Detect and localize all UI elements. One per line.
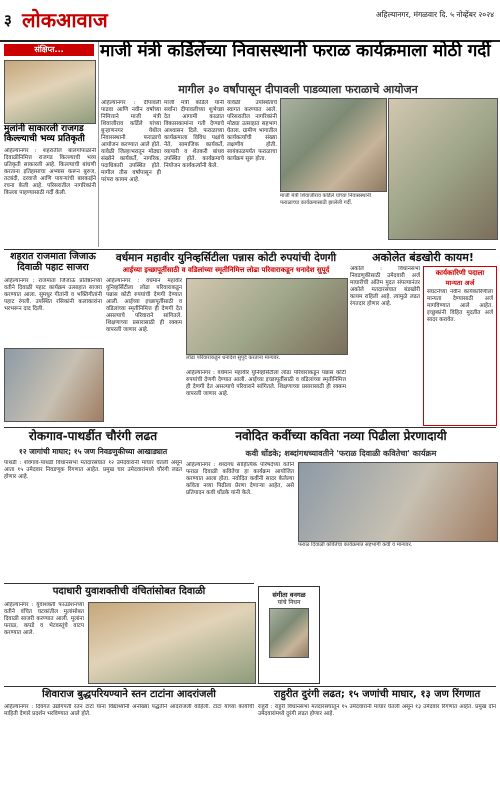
poets-body: अहिल्यानगर : शब्दगंध साहित्यिक परिषदेच्या वतीने फराळ दिवाळी कवितेचा हा कार्यक्रम आयोजित करण्यात आला होता. नवोदित कवींनी सादर केलेल्या कविता नव्या पिढीला प्रेरणा देणाऱ्या आहेत, असे प्रतिपादन कवी धोंडके यांनी केले. xyxy=(186,462,294,496)
lead-body-2: माजी मंत्री कर्डिले यांनी सर्वांना दीपावलीच्या शुभेच्छा देत आगामी काळात विकासकामांना गती देण्याचे आश्वासन दिले. फराळाच्या कार्यक्रमाला विविध पक्षांचे नेते, सामाजिक कार्यकर्ते, व्यापारी व शेतकरी बांधव उपस्थित होते. कार्यक्रमाचे नियोजन कार्यकर्त्यांनी केले. xyxy=(164,100,224,169)
karyakarni-body: संघटनेच्या नवीन कार्यकारिणीला मान्यता देण्यासाठी अर्ज मागविण्यात आले आहेत. इच्छुकांनी विहित मुदतीत अर्ज सादर करावेत. xyxy=(427,289,493,323)
rajmata-body: अहिल्यानगर : राजमाता जिजाऊ प्रतिष्ठानच्या वतीने दिवाळी पहाट कार्यक्रम उत्साहात साजरा करण्यात आला. सुमधुर गीतांनी व भक्तिगीतांनी पहाट रंगली. उपस्थित रसिकांनी कलाकारांना भरभरून दाद दिली. xyxy=(4,278,102,312)
paper-name: लोकआवाज xyxy=(22,8,108,32)
rahuri-body: राहुरी : राहुरी विधानसभा मतदारसंघातून १५ उमेदवारांनी माघार घेतली असून १३ उमेदवार रिंगणात आहेत. प्रमुख दोन उमेदवारांमध्ये दुरंगी लढत होणार आहे. xyxy=(258,704,496,717)
tata-body: अहिल्यानगर : दिवंगत उद्योगपती रतन टाटा यांना विद्यार्थ्यांनी अनोख्या पद्धतीने आदरांजली वाहिली. टाटा यांच्या कार्याची माहिती देणारे प्रदर्शन भरविण्यात आले होते. xyxy=(4,704,254,717)
poets-photo xyxy=(298,462,498,542)
university-photo-caption: लोढा परिवाराकडून धनादेश सुपूर्द करताना मान्यवर. xyxy=(186,355,281,361)
section-rule xyxy=(4,249,496,250)
notice-title: संगीता वनगळ xyxy=(272,591,306,599)
lead-photo-side xyxy=(388,98,498,240)
karyakarni-title: कार्यकारिणी पदाला xyxy=(435,269,485,277)
fort-body: अहिल्यानगर : शहरातील बालगोपाळांनी दिवाळीनिमित्त राजगड किल्ल्याची भव्य प्रतिकृती साकारली आहे. किल्ल्याची बांधणी करताना इतिहासाचा अभ्यास करून बुरुज, तटबंदी, दरवाजे आणि पायऱ्यांची बारकाईने रचना केली आहे. परिसरातील नागरिकांनी किल्ला पाहण्यासाठी गर्दी केली. xyxy=(4,148,96,196)
akole-body: अकोले : विधानसभा निवडणुकीसाठी उमेदवारी अर्ज माघारीची अंतिम मुदत संपल्यानंतर अकोले मतदारसंघात बंडखोरी कायम राहिली आहे. त्यामुळे लढत रंगतदार होणार आहे. xyxy=(350,266,420,307)
rajmata-photo xyxy=(4,348,104,422)
karyakarni-box xyxy=(423,266,497,426)
poets-headline: नवोदित कवींच्या कविता नव्या पिढीला प्रेरणादायी xyxy=(235,429,447,443)
poets-photo-caption: फराळ दिवाळी कवितेचा कार्यक्रमात सहभागी कवी व मान्यवर. xyxy=(298,542,413,548)
rajmata-headline: शहरात राजमाता जिजाऊ दिवाळी पहाट साजरा xyxy=(10,251,96,273)
poets-subhead: कवी धोंडके; शब्दांगधच्यावतीने 'फराळ दिवाळी कवितेचा' कार्यक्रम xyxy=(245,449,437,458)
lead-photo-main xyxy=(280,98,387,192)
masthead xyxy=(0,0,500,42)
university-body: अहिल्यानगर : वर्धमान महावीर युनिव्हर्सिटीला लोढा परिवाराकडून पन्नास कोटी रुपयांची देणगी देण्यात आली. आईच्या इच्छापूर्तीसाठी व वडिलांच्या स्मृतीनिमित्त ही देणगी देत असल्याचे परिवाराने सांगितले. शिक्षणाच्या प्रसारासाठी ही रक्कम वापरली जाणार आहे. xyxy=(106,278,182,333)
fort-headline: मुलांनी साकारली राजगड किल्ल्याची भव्य प्रतिकृती xyxy=(4,124,85,145)
lead-body-3: यावेळी उपस्थितांचे स्वागत करण्यात आले. परिसरातील नागरिकांनी मोठ्या उत्साहात सहभाग घेतला. ग्रामीण भागातील कार्यकर्त्यांची संख्या लक्षणीय होती. सायंकाळपर्यंत फराळाचा कार्यक्रम सुरू होता. xyxy=(227,100,277,162)
section-rule xyxy=(4,427,496,428)
akole-headline: अकोलेत बंडखोरी कायम! xyxy=(372,251,474,264)
lead-photo-caption: माजी मंत्री शिवाजीराव कर्डिले यांच्या निवासस्थानी फराळाच्या कार्यक्रमासाठी झालेली गर्दी. xyxy=(280,193,371,206)
university-body-2: अहिल्यानगर : वर्धमान महावीर युनिव्हर्सिटीला लोढा परिवाराकडून पन्नास कोटी रुपयांची देणगी देण्यात आली. आईच्या इच्छापूर्तीसाठी व वडिलांच्या स्मृतीनिमित्त ही देणगी देत असल्याचे परिवाराने सांगितले. शिक्षणाच्या प्रसारासाठी ही रक्कम वापरली जाणार आहे. xyxy=(186,370,346,397)
lead-body-1: अहिल्यानगर : दीपावली पाडवा आणि नवीन वर्षाच्या निमित्ताने माजी मंत्री शिवाजीराव कर्डिले यांच्या बुऱ्हाणनगर येथील निवासस्थानी फराळाचे आयोजन करण्यात आले होते. यावेळी जिल्हाभरातून मोठ्या संख्येने कार्यकर्ते, नागरिक, पदाधिकारी उपस्थित होते. मागील तीस वर्षांपासून ही परंपरा कायम आहे. xyxy=(101,100,161,183)
edition-line: अहिल्यानगर, मंगळवार दि. ५ नोव्हेंबर २०२४ xyxy=(375,10,494,19)
youth-body: अहिल्यानगर : युवाशक्ती फाउंडेशनच्या वतीने वंचित घटकांतील मुलांसोबत दिवाळी साजरी करण्यात आली. मुलांना फराळ, कपडे व भेटवस्तूंचे वाटप करण्यात आले. xyxy=(4,602,84,636)
page-number: ३ xyxy=(4,11,12,29)
obituary-notice xyxy=(258,586,320,684)
shevgaon-headline: रोकगाव-पाथर्डीत चौरंगी लढत xyxy=(28,429,158,443)
fort-photo xyxy=(4,60,96,124)
shevgaon-subhead: १२ जागांची माघार; १५ जण निवडणुकीच्या आखाड्यात xyxy=(18,447,168,456)
section-label: संक्षिप्त... xyxy=(4,44,94,56)
section-rule xyxy=(4,686,496,687)
section-rule xyxy=(4,583,254,584)
lead-headline: माजी मंत्री कर्डिलेंच्या निवासस्थानी फराळ कार्यक्रमाला मोठी गर्दी xyxy=(100,41,491,61)
lead-subhead: मागील ३० वर्षांपासून दीपावली पाडव्याला फराळाचे आयोजन xyxy=(178,83,418,96)
column-divider xyxy=(98,42,99,247)
notice-subtitle: यांचे निधन xyxy=(277,599,301,606)
university-headline: वर्धमान महावीर युनिव्हर्सिटीला पन्नास कोटी रुपयांची देणगी xyxy=(115,252,337,264)
rahuri-headline: राहुरीत दुरंगी लढत; १५ जणांची माघार, १३ जण रिंगणात xyxy=(273,689,481,700)
notice-photo xyxy=(269,608,309,658)
karyakarni-subtitle: मान्यता अर्ज xyxy=(445,279,475,287)
youth-photo xyxy=(88,602,256,684)
university-photo xyxy=(186,278,348,355)
youth-headline: पदाधारी युवाशक्तीची वंचितांसोबत दिवाळी xyxy=(52,586,206,597)
university-subhead: आईच्या इच्छापूर्तीसाठी व वडिलांच्या स्मृतीनिमित्त लोढा परिवाराकडून धनादेश सुपूर्द xyxy=(122,266,330,274)
tata-headline: शिवाराज बुद्धपरियण्याने स्तन टाटांना आदरांजली xyxy=(42,689,216,700)
shevgaon-body: पाथर्डी : शेवगाव-पाथर्डी विधानसभा मतदारसंघात १२ उमेदवारांनी माघार घेतली असून आता १५ उमेदवार निवडणूक रिंगणात आहेत. प्रमुख चार उमेदवारांमध्ये चौरंगी लढत होणार आहे. xyxy=(4,460,182,480)
